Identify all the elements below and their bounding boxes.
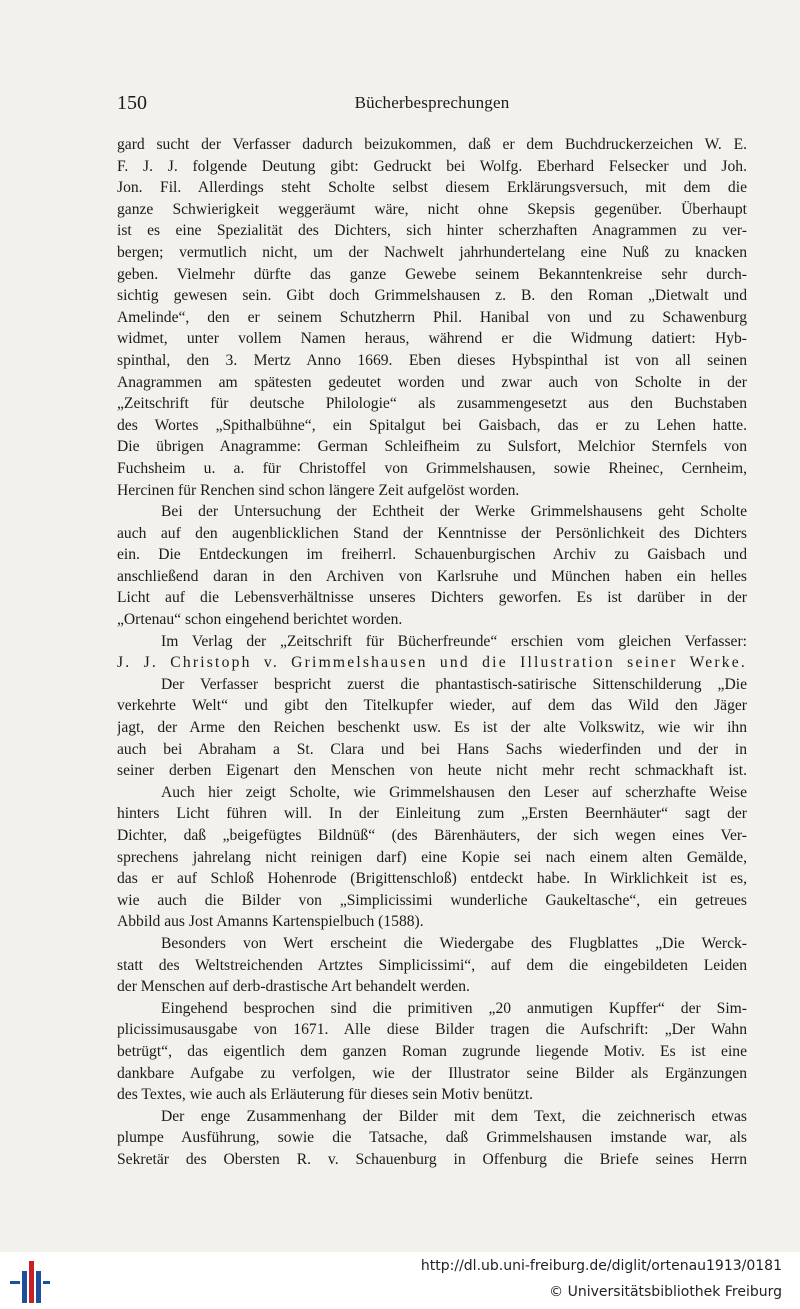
text-line: ein. Die Entdeckungen im freiherrl. Schauenburgischen Archiv zu Gaisbach und: [117, 546, 747, 564]
text-line: Besonders von Wert erscheint die Wiedergabe des Flugblattes „Die Werck-: [161, 934, 747, 952]
text-line: „Zeitschrift für deutsche Philologie“ als zusammengesetzt aus den Buchstaben: [117, 395, 747, 413]
text-line: Eingehend besprochen sind die primitiven „20 anmutigen Kupffer“ der Sim-: [161, 999, 747, 1017]
text-line: Dichter, daß „beigefügtes Bildnüß“ (des Bärenhäuters, der sich wegen eines Ver-: [117, 827, 747, 844]
text-line: Amelinde“, den er seinem Schutzherrn Phil. Hanibal von und zu Schawenburg: [117, 308, 747, 326]
university-library-logo-icon: [10, 1261, 50, 1303]
text-line: auch auf den augenblicklichen Stand der Kenntnisse der Persönlichkeit des Dichters: [117, 524, 747, 542]
text-line: der Menschen auf derb-drastische Art behandelt werden.: [117, 978, 470, 996]
text-line: Die übrigen Anagramme: German Schleifheim zu Sulsfort, Melchior Sternfels von: [117, 438, 747, 456]
text-line: bergen; vermutlich nicht, um der Nachwelt jahrhundertelang eine Nuß zu knacken: [117, 243, 747, 261]
text-line: ganze Schwierigkeit weggeräumt wäre, nicht ohne Skepsis gegenüber. Überhaupt: [117, 200, 747, 218]
text-line: statt des Weltstreichenden Artztes Simplicissimi“, auf dem die eingebildeten Leiden: [117, 956, 747, 974]
text-line: Licht auf die Lebensverhältnisse unseres Dichters geworfen. Es ist darüber in der: [117, 589, 747, 607]
text-line: Im Verlag der „Zeitschrift für Bücherfreunde“ erschien vom gleichen Verfasser:: [161, 632, 747, 650]
text-line: ist es eine Spezialität des Dichters, sich hinter scherzhaften Anagrammen zu ver-: [117, 222, 747, 240]
text-line: betrügt“, das eigentlich dem ganzen Roman zugrunde liegende Motiv. Es ist eine: [117, 1042, 747, 1060]
text-line: Auch hier zeigt Scholte, wie Grimmelshausen den Leser auf scherzhafte Weise: [161, 783, 747, 801]
text-line: plumpe Ausführung, sowie die Tatsache, daß Grimmelshausen imstande war, als: [117, 1129, 747, 1147]
viewer-footer: [0, 1252, 800, 1309]
text-line: gard sucht der Verfasser dadurch beizukommen, daß er dem Buchdruckerzeichen W. E.: [117, 136, 747, 153]
text-line: F. J. J. folgende Deutung gibt: Gedruckt bei Wolfg. Eberhard Felsecker und Joh.: [117, 157, 747, 175]
text-line: Abbild aus Jost Amanns Kartenspielbuch (1588).: [117, 913, 424, 931]
text-line: „Ortenau“ schon eingehend berichtet worden.: [117, 611, 403, 629]
text-line: geben. Vielmehr dürfte das ganze Gewebe seinem Bekanntenkreise sehr durch-: [117, 265, 747, 283]
text-line: wie auch die Bilder von „Simplicissimi wunderliche Gaukeltasche“, ein getreues: [117, 891, 747, 909]
text-line: plicissimusausgabe von 1671. Alle diese Bilder tragen die Aufschrift: „Der Wahn: [117, 1021, 747, 1039]
copyright-notice: © Universitätsbibliothek Freiburg: [549, 1284, 782, 1300]
text-line: sprechens jahrelang nicht reinigen darf) eine Kopie sei nach einem alten Gemälde,: [117, 848, 747, 866]
text-line: J. J. Christoph v. Grimmelshausen und die Illustration seiner Werke.: [117, 654, 747, 672]
text-line: Jon. Fil. Allerdings steht Scholte selbst diesem Erklärungsversuch, mit dem die: [117, 179, 747, 197]
text-line: jagt, der Arme den Reichen beschenkt usw. Es ist der alte Volkswitz, wie wir ihn: [117, 719, 747, 737]
text-line: des Textes, wie auch als Erläuterung für dieses sein Motiv benützt.: [117, 1086, 534, 1104]
text-line: Fuchsheim u. a. für Christoffel von Grimmelshausen, sowie Rheinec, Cernheim,: [117, 459, 747, 477]
page-number: 150: [117, 92, 147, 114]
document-url-link[interactable]: http://dl.ub.uni-freiburg.de/diglit/ortenau1913/0181: [420, 1258, 782, 1274]
text-line: widmet, unter vollem Namen heraus, während er die Widmung datiert: Hyb-: [117, 330, 747, 348]
text-line: hinters Licht führen will. In der Einleitung zum „Ersten Beernhäuter“ sagt der: [117, 805, 747, 823]
text-line: dankbare Aufgabe zu verfolgen, wie der Illustrator seine Bilder als Ergänzungen: [117, 1064, 747, 1082]
body-text: [117, 134, 747, 1171]
text-line: des Wortes „Spithalbühne“, ein Spitalgut bei Gaisbach, das er zu Lehen hatte.: [117, 416, 747, 434]
text-line: anschließend daran in den Archiven von Karlsruhe und München haben ein helles: [117, 567, 747, 585]
text-line: seiner derben Eigenart den Menschen von heute nicht mehr recht schmackhaft ist.: [117, 762, 747, 780]
text-line: Der Verfasser bespricht zuerst die phantastisch-satirische Sittenschilderung „Die: [161, 675, 747, 693]
running-title: Bücherbesprechungen: [354, 93, 510, 112]
text-line: das er auf Schloß Hohenrode (Brigittenschloß) entdeckt habe. In Wirklichkeit ist es,: [117, 870, 747, 888]
text-line: auch bei Abraham a St. Clara und bei Hans Sachs wiederfinden und der in: [117, 740, 747, 758]
text-line: Sekretär des Obersten R. v. Schauenburg in Offenburg die Briefe seines Herrn: [117, 1150, 747, 1168]
text-line: Hercinen für Renchen sind schon längere Zeit aufgelöst worden.: [117, 481, 520, 499]
text-line: sichtig gewesen sein. Gibt doch Grimmelshausen z. B. den Roman „Dietwalt und: [117, 287, 747, 305]
text-line: spinthal, den 3. Mertz Anno 1669. Eben dieses Hybspinthal ist von all seinen: [117, 351, 747, 369]
text-line: Der enge Zusammenhang der Bilder mit dem Text, die zeichnerisch etwas: [161, 1107, 747, 1125]
text-line: Anagrammen am spätesten gedeutet worden und zwar auch von Scholte in der: [117, 373, 747, 391]
text-line: verkehrte Welt“ und gibt den Titelkupfer wieder, auf dem das Wild den Jäger: [117, 697, 747, 715]
page-header: [117, 92, 747, 118]
text-line: Bei der Untersuchung der Echtheit der Werke Grimmelshausens geht Scholte: [161, 503, 747, 521]
